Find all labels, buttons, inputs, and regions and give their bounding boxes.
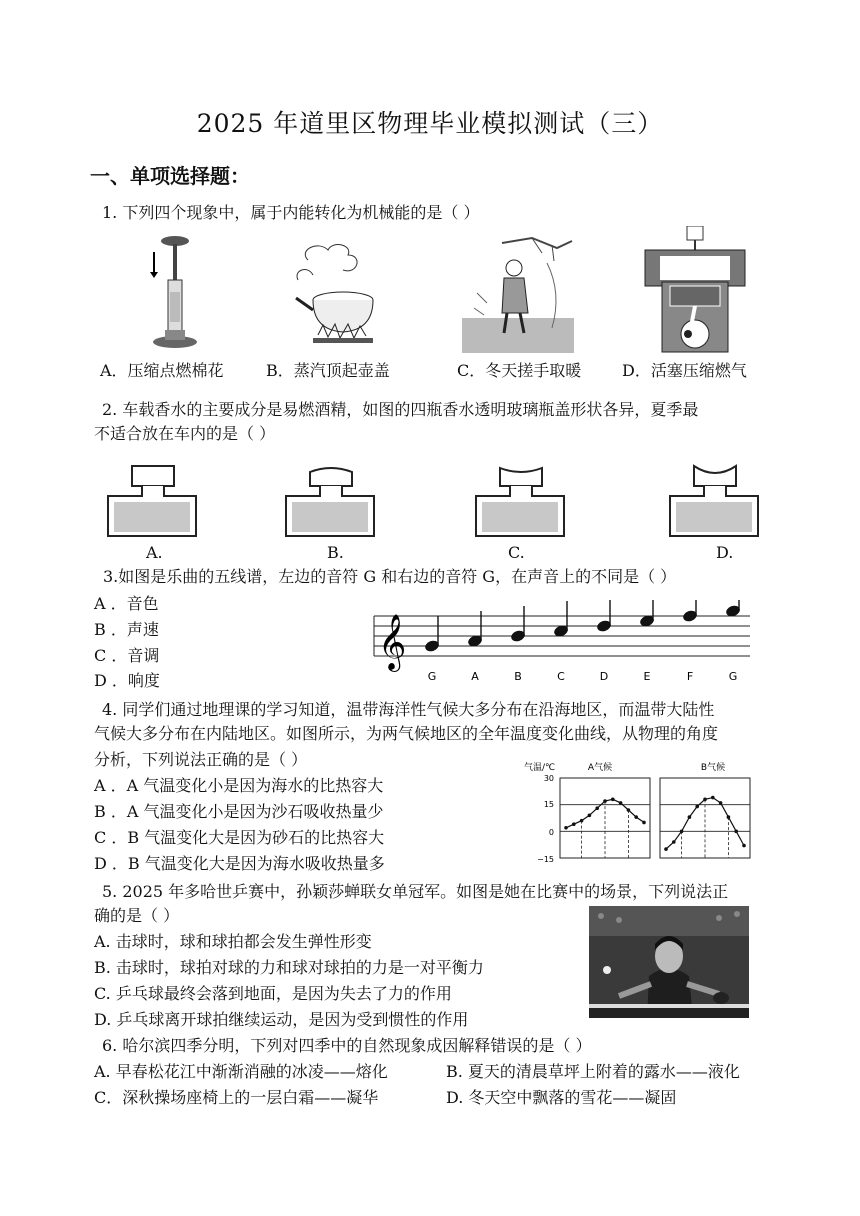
q1-image-c-rubbing-hands bbox=[462, 233, 574, 353]
notes-group bbox=[424, 600, 742, 683]
q5-stem-line1: 5. 2025 年多哈世乒赛中，孙颖莎蝉联女单冠军。如图是她在比赛中的场景，下列说法正 bbox=[102, 882, 729, 901]
q5-option-c: C. 乒乓球最终会落到地面，是因为失去了力的作用 bbox=[94, 984, 452, 1003]
note-label: B bbox=[514, 670, 522, 683]
data-point bbox=[688, 815, 692, 819]
data-point bbox=[664, 847, 668, 851]
q2-bottle-b-convex-cap bbox=[284, 464, 376, 538]
q3-option-a: A ．音色 bbox=[94, 594, 159, 613]
section-heading: 一、单项选择题： bbox=[90, 164, 250, 188]
q2-label-c: C. bbox=[508, 543, 525, 562]
q2-stem-line2: 不适合放在车内的是（ ） bbox=[94, 424, 276, 443]
q4-option-b: B ．A 气温变化小是因为沙石吸收热量少 bbox=[94, 802, 384, 821]
q4-option-d: D ．B 气温变化大是因为海水吸收热量多 bbox=[94, 854, 385, 873]
series-b-title: B气候 bbox=[700, 763, 726, 773]
data-point bbox=[642, 821, 646, 825]
data-point bbox=[588, 814, 592, 818]
data-point bbox=[611, 798, 615, 802]
data-point bbox=[564, 826, 568, 830]
q4-option-a: A ．A 气温变化小是因为海水的比热容大 bbox=[94, 776, 384, 795]
q2-label-a: A. bbox=[146, 543, 163, 562]
ytick-0: 0 bbox=[548, 828, 554, 837]
data-point bbox=[572, 822, 576, 826]
q1-image-a-fire-syringe bbox=[140, 232, 210, 357]
q2-label-d: D. bbox=[716, 543, 734, 562]
q3-music-staff bbox=[372, 600, 754, 686]
series-a-title: A气候 bbox=[587, 763, 613, 773]
ping-pong-ball-icon bbox=[603, 966, 611, 974]
page-title: 2025 年道里区物理毕业模拟测试（三） bbox=[196, 109, 664, 138]
ytick-neg15: −15 bbox=[537, 855, 554, 864]
q3-option-b: B ．声速 bbox=[94, 620, 159, 639]
q5-stem-line2: 确的是（ ） bbox=[94, 906, 180, 925]
q6-option-b: B. 夏天的清晨草坪上附着的露水——液化 bbox=[446, 1062, 740, 1081]
q3-option-c: C ．音调 bbox=[94, 646, 160, 665]
ytick-30: 30 bbox=[543, 774, 554, 783]
data-point bbox=[742, 844, 746, 848]
note-label: F bbox=[686, 670, 694, 683]
data-point bbox=[634, 815, 638, 819]
q1-image-b-kettle bbox=[288, 240, 388, 352]
data-point bbox=[719, 801, 723, 805]
q2-stem-line1: 2. 车载香水的主要成分是易燃酒精，如图的四瓶香水透明玻璃瓶盖形状各异，夏季最 bbox=[102, 400, 699, 419]
q4-option-c: C ．B 气温变化大是因为砂石的比热容大 bbox=[94, 828, 385, 847]
data-point bbox=[595, 806, 599, 810]
q1-image-d-engine-piston bbox=[640, 226, 750, 356]
chart-ylabel: 气温/℃ bbox=[524, 763, 556, 773]
q2-bottle-a-flat-cap bbox=[106, 464, 198, 538]
q2-label-b: B. bbox=[327, 543, 344, 562]
q6-option-a: A. 早春松花江中渐渐消融的冰凌——熔化 bbox=[94, 1062, 388, 1081]
chart-panels bbox=[560, 778, 750, 858]
q6-option-d: D. 冬天空中飘落的雪花——凝固 bbox=[446, 1088, 677, 1107]
data-point bbox=[672, 840, 676, 844]
q1-option-b: B．蒸汽顶起壶盖 bbox=[266, 361, 390, 380]
q2-bottle-d-deep-concave-cap bbox=[668, 464, 760, 538]
q2-bottle-c-concave-cap bbox=[474, 464, 566, 538]
q5-option-b: B. 击球时，球拍对球的力和球对球拍的力是一对平衡力 bbox=[94, 958, 484, 977]
q4-stem-line3: 分析，下列说法正确的是（ ） bbox=[94, 750, 308, 769]
note-label: G bbox=[427, 670, 437, 683]
data-point bbox=[695, 805, 699, 809]
data-point bbox=[734, 830, 738, 834]
q4-stem-line2: 气候大多分布在内陆地区。如图所示，为两气候地区的全年温度变化曲线，从物理的角度 bbox=[94, 724, 719, 743]
q4-stem-line1: 4. 同学们通过地理课的学习知道，温带海洋性气候大多分布在沿海地区，而温带大陆性 bbox=[102, 700, 715, 719]
q1-option-a: A．压缩点燃棉花 bbox=[100, 361, 224, 380]
q3-stem: 3.如图是乐曲的五线谱，左边的音符 G 和右边的音符 G，在声音上的不同是（ ） bbox=[103, 567, 677, 586]
q1-option-d: D．活塞压缩燃气 bbox=[622, 361, 747, 380]
treble-clef-icon: 𝄞 bbox=[378, 614, 407, 670]
q4-climate-chart bbox=[520, 758, 760, 868]
ytick-15: 15 bbox=[543, 800, 554, 809]
q1-stem: 1. 下列四个现象中，属于内能转化为机械能的是（ ） bbox=[102, 203, 480, 222]
data-point bbox=[619, 801, 623, 805]
note-label: C bbox=[557, 670, 565, 683]
note-label: G bbox=[728, 670, 738, 683]
q5-option-a: A. 击球时，球和球拍都会发生弹性形变 bbox=[94, 932, 372, 951]
q6-stem: 6. 哈尔滨四季分明，下列对四季中的自然现象成因解释错误的是（ ） bbox=[102, 1036, 592, 1055]
q6-option-c: C．深秋操场座椅上的一层白霜——凝华 bbox=[94, 1088, 379, 1107]
q3-option-d: D ．响度 bbox=[94, 671, 160, 690]
note-label: D bbox=[599, 670, 609, 683]
q5-table-tennis-photo bbox=[589, 906, 749, 1018]
q5-option-d: D. 乒乓球离开球拍继续运动，是因为受到惯性的作用 bbox=[94, 1010, 469, 1029]
data-point bbox=[711, 796, 715, 800]
note-label: A bbox=[471, 670, 479, 683]
note-label: E bbox=[643, 670, 651, 683]
q1-option-c: C．冬天搓手取暖 bbox=[457, 361, 582, 380]
